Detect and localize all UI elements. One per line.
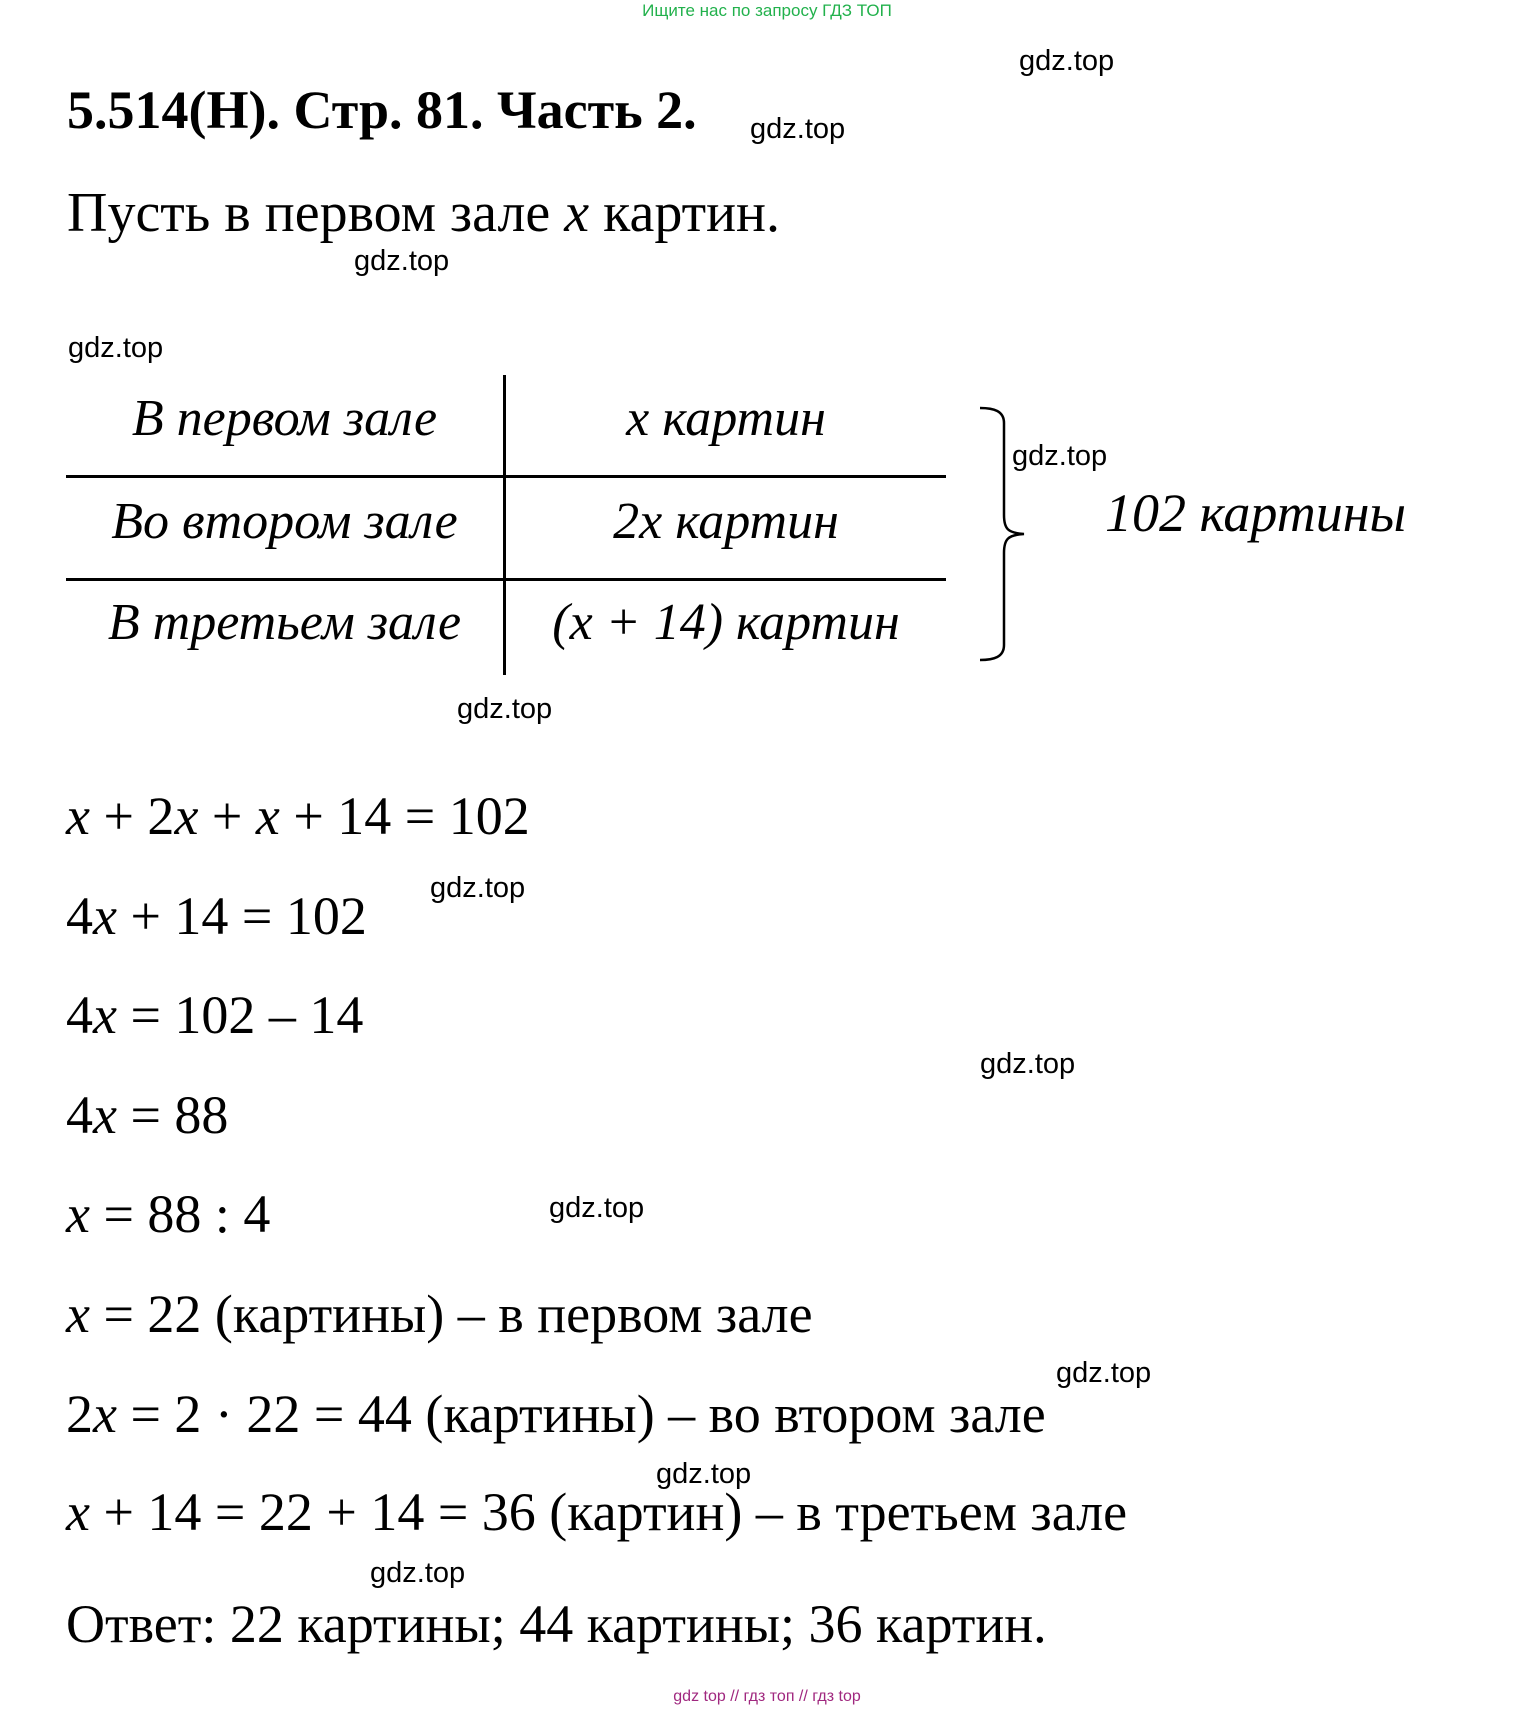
watermark: gdz.top	[656, 1458, 752, 1490]
watermark: gdz.top	[430, 872, 526, 904]
table-cell-hall: В первом зале	[131, 390, 438, 447]
watermark: gdz.top	[549, 1192, 645, 1224]
equation-text: + 14 = 102	[279, 786, 530, 846]
equation-text: + 14 = 102	[116, 886, 367, 946]
watermark: gdz.top	[68, 332, 164, 364]
watermark: gdz.top	[1012, 440, 1108, 472]
watermark: gdz.top	[1056, 1357, 1152, 1389]
watermark: gdz.top	[1019, 45, 1115, 77]
equation-text: = 88 : 4	[89, 1184, 271, 1244]
equation-variable: x	[66, 786, 90, 846]
equation-variable: x	[66, 1184, 90, 1244]
equation-text: + 2	[89, 786, 175, 846]
equation-variable: x	[66, 1284, 90, 1344]
equation-text: 4	[66, 886, 93, 946]
equation-line	[66, 884, 367, 948]
page-title: 5.514(Н). Стр. 81. Часть 2.	[67, 80, 697, 140]
watermark: gdz.top	[457, 693, 553, 725]
equation-text: 2	[66, 1384, 93, 1444]
equation-variable: x	[93, 1384, 117, 1444]
watermark: gdz.top	[980, 1048, 1076, 1080]
table-cell-count: (x + 14) картин	[552, 594, 900, 651]
equation-text: = 22 (картины) – в первом зале	[89, 1284, 813, 1344]
table-row-divider	[66, 578, 946, 581]
equation-variable: x	[174, 786, 199, 846]
equation-variable: x	[66, 1482, 90, 1542]
equation-variable: x	[255, 786, 280, 846]
intro-variable: x	[564, 182, 590, 244]
bottom-banner-text: gdz top // гдз топ // гдз top	[673, 1688, 861, 1705]
total-paintings: 102 картины	[1105, 483, 1407, 543]
answer-line: Ответ: 22 картины; 44 картины; 36 картин.	[66, 1594, 1047, 1654]
equation-line	[66, 1382, 1046, 1446]
equation-text: +	[198, 786, 256, 846]
curly-brace-icon	[978, 405, 1038, 663]
equation-variable: x	[93, 886, 117, 946]
equation-text: = 102 – 14	[116, 985, 364, 1045]
equation-text: = 88	[116, 1085, 229, 1145]
equation-line	[66, 1282, 813, 1346]
equation-text: 4	[66, 1085, 93, 1145]
equation-line	[66, 784, 530, 848]
table-row-divider	[66, 475, 946, 478]
watermark: gdz.top	[354, 245, 450, 277]
intro-sentence	[67, 180, 780, 246]
equation-text: 4	[66, 985, 93, 1045]
watermark: gdz.top	[750, 113, 846, 145]
intro-after: картин.	[589, 182, 781, 244]
equation-text: + 14 = 22 + 14 = 36 (картин) – в третьем зале	[89, 1482, 1128, 1542]
equation-line	[66, 983, 363, 1047]
watermark: gdz.top	[370, 1557, 466, 1589]
equation-line	[66, 1182, 270, 1246]
equation-variable: x	[93, 985, 117, 1045]
intro-before: Пусть в первом зале	[67, 182, 565, 244]
top-banner-text: Ищите нас по запросу ГДЗ ТОП	[642, 1, 892, 20]
table-cell-count: 2x картин	[613, 493, 839, 550]
halls-table	[66, 375, 946, 675]
equation-variable: x	[93, 1085, 117, 1145]
equation-text: = 2 · 22 = 44 (картины) – во втором зале	[116, 1384, 1046, 1444]
equation-line	[66, 1480, 1127, 1544]
table-cell-hall: Во втором зале	[111, 493, 458, 550]
table-cell-count: x картин	[626, 390, 826, 447]
table-cell-hall: В третьем зале	[107, 594, 462, 651]
equation-line	[66, 1083, 228, 1147]
